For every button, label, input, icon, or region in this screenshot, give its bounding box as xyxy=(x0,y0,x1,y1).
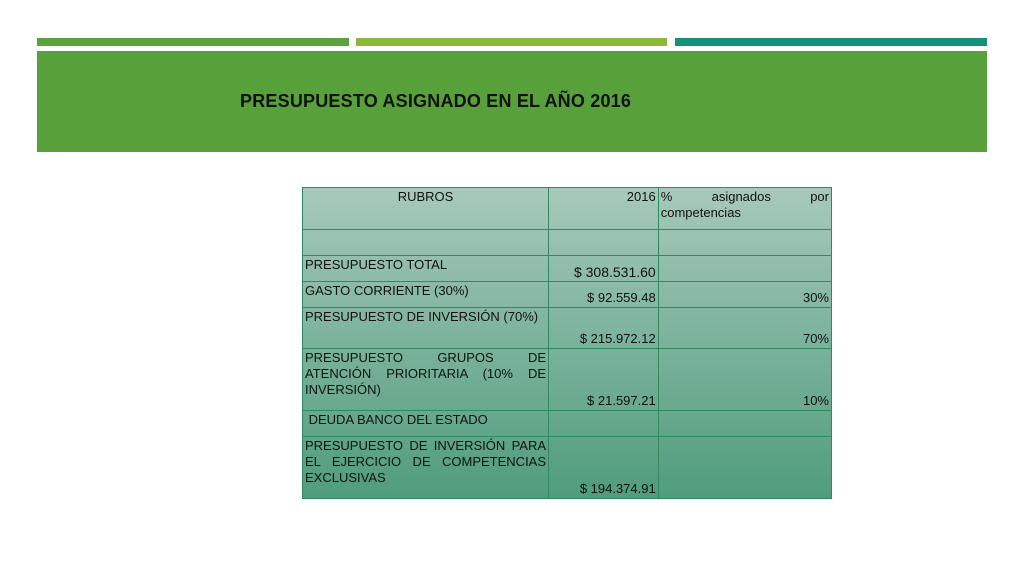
cell-percent xyxy=(658,256,831,282)
cell-percent: 30% xyxy=(658,282,831,308)
cell-rubro: GASTO CORRIENTE (30%) xyxy=(303,282,549,308)
header-year: 2016 xyxy=(549,188,659,230)
cell-rubro xyxy=(303,230,549,256)
cell-rubro: PRESUPUESTO GRUPOS DE ATENCIÓN PRIORITARIA (10% DE INVERSIÓN) xyxy=(303,349,549,411)
table-row xyxy=(303,411,832,437)
cell-percent xyxy=(658,437,831,499)
cell-value: $ 21.597.21 xyxy=(549,349,659,411)
cell-rubro: PRESUPUESTO DE INVERSIÓN (70%) xyxy=(303,308,549,349)
stripe-green xyxy=(37,38,349,46)
cell-rubro: PRESUPUESTO TOTAL xyxy=(303,256,549,282)
cell-value: $ 194.374.91 xyxy=(549,437,659,499)
cell-percent: 70% xyxy=(658,308,831,349)
table-row xyxy=(303,256,832,282)
cell-rubro: PRESUPUESTO DE INVERSIÓN PARA EL EJERCICIO DE COMPETENCIAS EXCLUSIVAS xyxy=(303,437,549,499)
header-percent xyxy=(658,188,831,230)
cell-percent: 10% xyxy=(658,349,831,411)
cell-value: $ 92.559.48 xyxy=(549,282,659,308)
cell-percent xyxy=(658,230,831,256)
stripe-lime xyxy=(356,38,667,46)
table-row xyxy=(303,230,832,256)
table-row xyxy=(303,437,832,499)
decorative-stripes xyxy=(37,38,987,46)
cell-percent xyxy=(658,411,831,437)
budget-table xyxy=(302,187,832,499)
title-banner xyxy=(37,51,987,152)
cell-value: $ 308.531.60 xyxy=(549,256,659,282)
table-header-row xyxy=(303,188,832,230)
cell-rubro: DEUDA BANCO DEL ESTADO xyxy=(303,411,549,437)
cell-value xyxy=(549,411,659,437)
slide-title: PRESUPUESTO ASIGNADO EN EL AÑO 2016 xyxy=(240,91,632,111)
cell-value: $ 215.972.12 xyxy=(549,308,659,349)
stripe-teal xyxy=(675,38,987,46)
header-percent-line2: competencias xyxy=(660,205,741,220)
header-percent-line1: % asignados por xyxy=(660,189,829,204)
table-row xyxy=(303,349,832,411)
cell-value xyxy=(549,230,659,256)
table-row xyxy=(303,308,832,349)
table-row xyxy=(303,282,832,308)
header-rubros: RUBROS xyxy=(303,188,549,230)
